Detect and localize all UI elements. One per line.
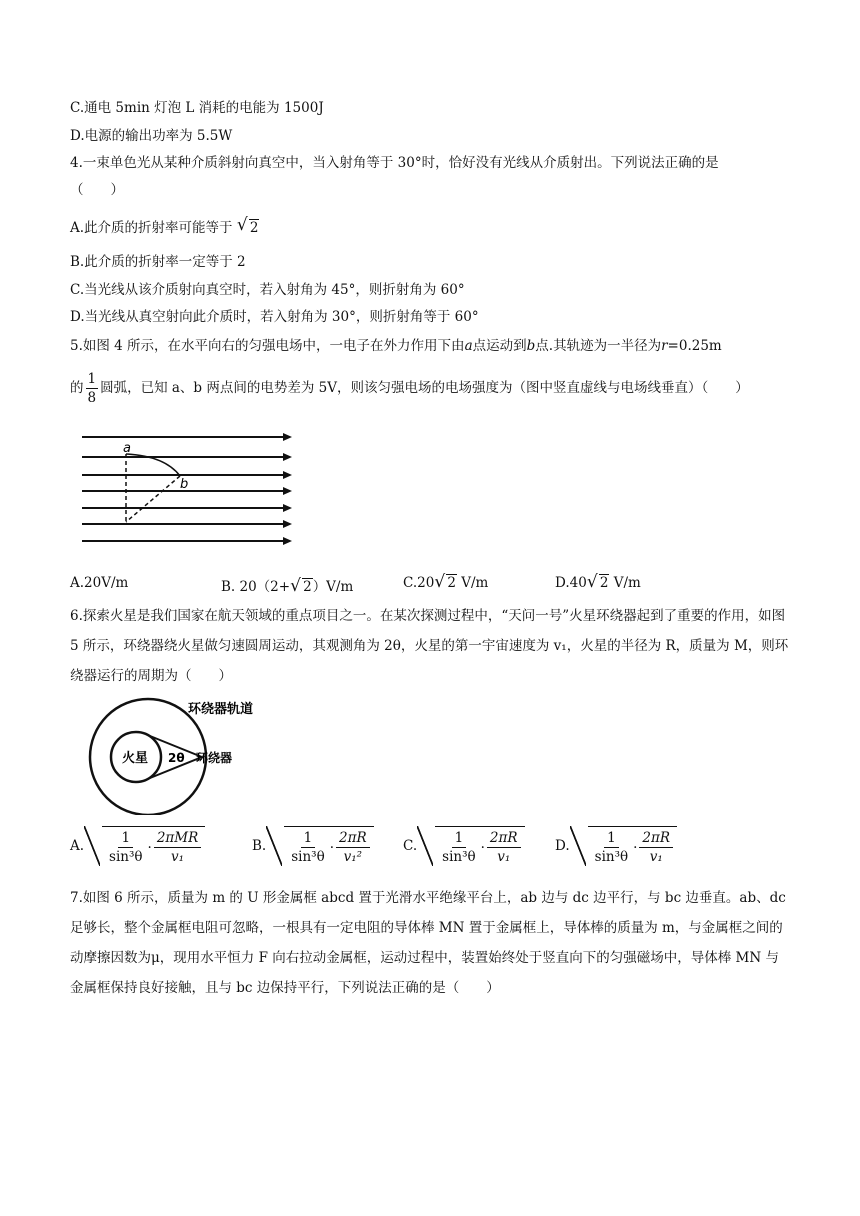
fraction	[106, 829, 145, 866]
numerator: 2πR	[336, 829, 370, 848]
root-value: 2	[303, 579, 312, 595]
fraction	[154, 829, 201, 866]
root-value: 2	[599, 575, 609, 591]
q5-stem-line-1	[70, 336, 722, 356]
sqrt-symbol	[570, 826, 677, 866]
q5-stem-text: 5.如图 4 所示，在水平向右的匀强电场中，一电子在外力作用下由	[70, 338, 465, 354]
denominator: v₁	[171, 849, 185, 865]
numerator: 2πMR	[154, 829, 201, 848]
denominator: sin³θ	[109, 849, 143, 865]
arrowheads	[283, 433, 292, 545]
denominator: sin³θ	[594, 849, 629, 865]
arrowhead	[283, 504, 292, 512]
q5-option-c	[403, 575, 488, 591]
q4-stem-line-1: 4.一束单色光从某种介质斜射向真空中，当入射角等于 30°时，恰好没有光线从介质射出。下列说法正确的是	[70, 155, 719, 171]
sqrt-symbol	[266, 826, 373, 866]
numerator: 1	[452, 829, 467, 848]
numerator: 1	[301, 829, 316, 848]
fraction	[439, 829, 478, 866]
fraction	[592, 829, 631, 866]
q5-option-b	[221, 575, 353, 595]
figure-4-electric-field	[80, 430, 300, 550]
radius-symbol: r	[661, 338, 668, 354]
fraction	[336, 829, 370, 866]
dot-operator: ·	[633, 839, 638, 856]
sqrt-symbol	[434, 575, 457, 591]
arrowhead	[283, 537, 292, 545]
dot-operator: ·	[480, 839, 485, 856]
label-b: b	[180, 477, 189, 492]
fraction-one-eighth	[86, 370, 99, 407]
fraction	[487, 829, 521, 866]
sqrt-symbol	[237, 218, 260, 238]
fraction-denominator: 8	[87, 389, 97, 406]
sqrt-symbol	[587, 575, 610, 591]
q6-option-b	[252, 826, 374, 866]
q5-stem-text: =0.25m	[667, 338, 722, 354]
figure-5-orbit	[78, 695, 268, 815]
numerator: 1	[118, 829, 133, 848]
option-label: B.	[252, 838, 267, 854]
q5-option-c-text: V/m	[461, 575, 489, 591]
option-label: C.	[403, 838, 418, 854]
q7-stem: 7.如图 6 所示，质量为 m 的 U 形金属框 abcd 置于光滑水平绝缘平台上，ab 边与 dc 边平行，与 bc 边垂直。ab、dc 足够长，整个金属框电阻可忽略，一根具有一定电阻的导体棒 MN 置于金属框上，导体棒的质量为 m，与金属框之间的动摩擦因数为μ，现用水平恒力 F 向右拉动金属框，运动过程中，装置始终处于竖直向下的匀强磁场中，导体棒 MN 与金属框保持良好接触，且与 bc 边保持平行，下列说法正确的是（ ）	[70, 890, 786, 996]
q4-option-a-root: 2	[249, 220, 259, 236]
radius-dashed-line	[126, 476, 180, 522]
arrowhead	[283, 471, 292, 479]
q4-option-a	[70, 218, 259, 238]
arrowhead	[283, 453, 292, 461]
dot-operator: ·	[147, 839, 152, 856]
fraction	[639, 829, 673, 866]
q4-option-c: C.当光线从该介质射向真空时，若入射角为 45°，则折射角为 60°	[70, 282, 465, 298]
denominator: v₁²	[343, 849, 363, 865]
orbit-label: 环绕器轨道	[188, 702, 254, 717]
sqrt-symbol	[84, 826, 205, 866]
denominator: v₁	[497, 849, 511, 865]
q5-option-b-text: B. 20（2+	[221, 579, 291, 595]
q4-stem-line-2: （ ）	[70, 182, 124, 198]
point-a: a	[464, 338, 473, 354]
angle-label: 2θ	[168, 751, 185, 765]
q5-stem-text: 点运动到	[472, 338, 527, 354]
mars-label: 火星	[122, 751, 149, 766]
q6-option-a	[70, 826, 205, 866]
q5-option-b-text: ）V/m	[312, 579, 354, 595]
arrowhead	[283, 520, 292, 528]
q6-option-d	[555, 826, 677, 866]
numerator: 2πR	[487, 829, 521, 848]
q5-option-d-text: D.40	[555, 575, 587, 591]
denominator: sin³θ	[442, 849, 476, 865]
q5-stem-line-2	[70, 368, 749, 408]
fraction-numerator: 1	[87, 370, 97, 387]
q4-option-d: D.当光线从真空射向此介质时，若入射角为 30°，则折射角等于 60°	[70, 309, 479, 325]
q3-option-c: C.通电 5min 灯泡 L 消耗的电能为 1500J	[70, 100, 324, 116]
numerator: 2πR	[639, 829, 673, 848]
option-label: D.	[555, 838, 570, 854]
root-value: 2	[447, 575, 456, 591]
option-label: A.	[70, 838, 85, 854]
dot-operator: ·	[329, 839, 334, 856]
q5-option-c-text: C.20	[403, 575, 435, 591]
label-a: a	[123, 441, 131, 456]
q5-option-a: A.20V/m	[70, 575, 129, 591]
q5-option-d-text: V/m	[613, 575, 641, 591]
q6-option-c	[403, 826, 525, 866]
q5-stem-text: 点.其轨迹为一半径为	[535, 338, 662, 354]
q5-stem-text: 圆弧，已知 a、b 两点间的电势差为 5V，则该匀强电场的电场强度为（图中竖直虚线与电场线垂直）（ ）	[100, 380, 749, 396]
sqrt-symbol	[290, 579, 313, 595]
point-b: b	[526, 338, 536, 354]
denominator: sin³θ	[291, 849, 325, 865]
q3-option-d: D.电源的输出功率为 5.5W	[70, 128, 233, 144]
arrowhead	[283, 487, 292, 495]
sqrt-symbol	[417, 826, 524, 866]
numerator: 1	[604, 829, 619, 848]
arrowhead	[283, 433, 292, 441]
q5-option-d	[555, 575, 641, 591]
q5-stem-text: 的	[70, 380, 84, 396]
q6-stem: 6.探索火星是我们国家在航天领域的重点项目之一。在某次探测过程中，“天问一号”火星环绕器起到了重要的作用，如图 5 所示，环绕器绕火星做匀速圆周运动，其观测角为 2θ，火星的第一宇宙速度为 v₁，火星的半径为 R，质量为 M，则环绕器运行的周期为（ ）	[70, 608, 789, 684]
q4-option-a-text: A.此介质的折射率可能等于	[70, 220, 233, 236]
denominator: v₁	[649, 849, 663, 865]
q4-option-b: B.此介质的折射率一定等于 2	[70, 254, 246, 270]
fraction	[288, 829, 327, 866]
orbiter-label: 环绕器	[196, 751, 233, 765]
